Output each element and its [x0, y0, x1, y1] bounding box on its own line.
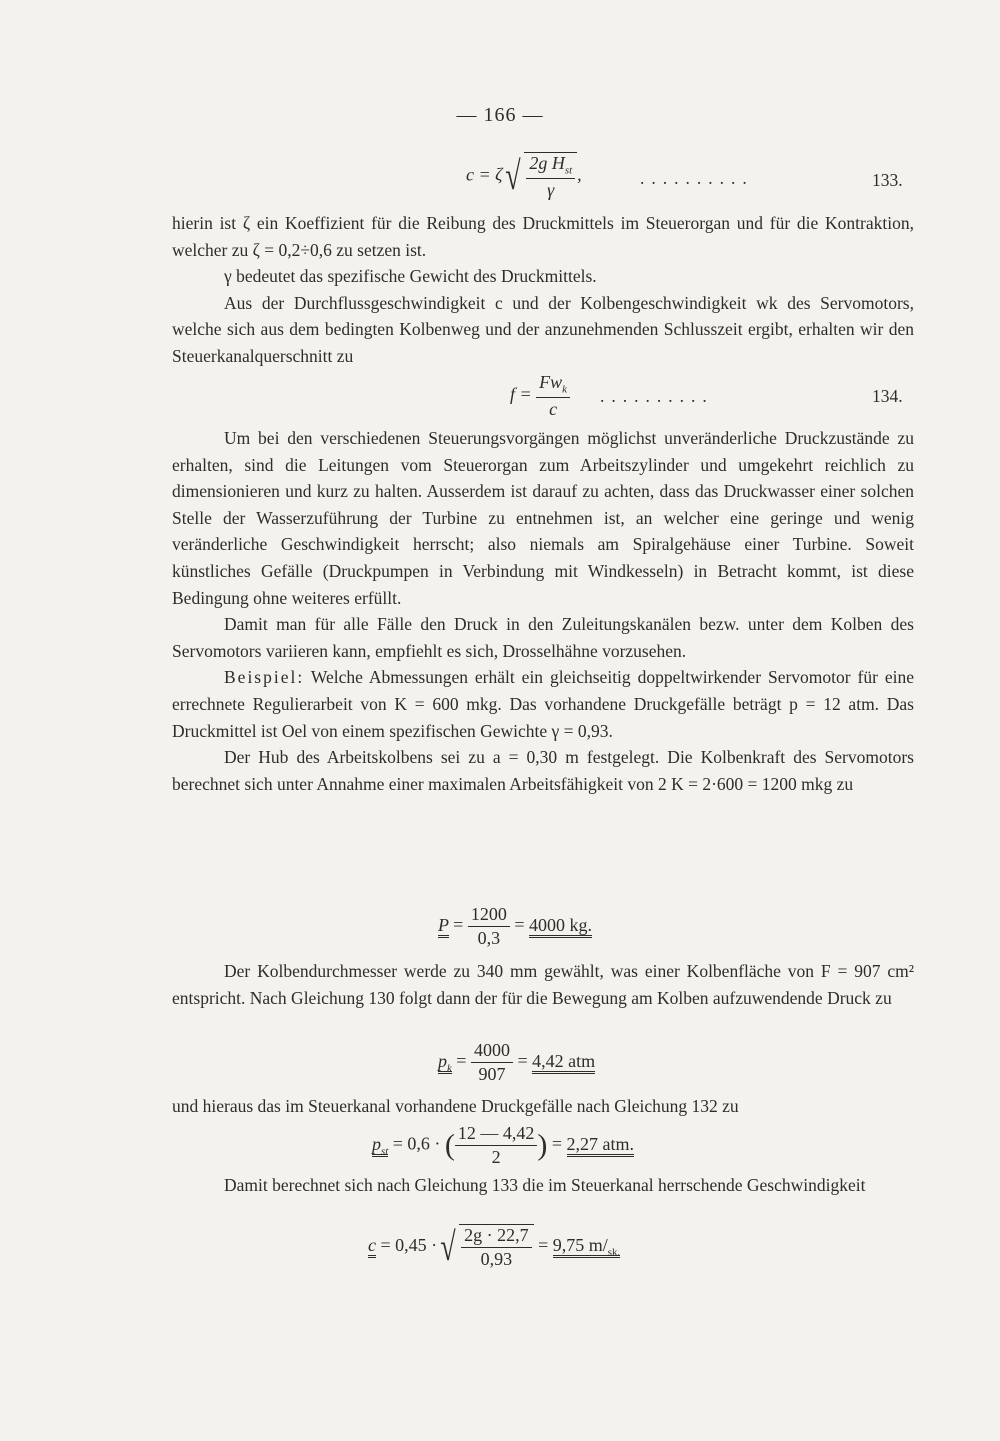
text-block-1 — [172, 210, 914, 370]
eq133-denominator: γ — [547, 179, 555, 200]
sqrt-sign: √ — [440, 1224, 456, 1269]
eqP-fraction: $\frac{1200}{0,3}$ — [468, 904, 510, 949]
equation-pressure-st: $p_{st} = 0,6$ · ( $\frac{12 — 4,42}{2}$ ) = 2,27 atm. — [372, 1123, 635, 1167]
eqPk-result: 4,42 atm — [532, 1051, 595, 1074]
text-block-4 — [172, 1093, 914, 1120]
paragraph: Damit berechnet sich nach Gleichung 133 die im Steuerkanal herrschende Geschwindigkeit — [224, 1175, 866, 1195]
eq133-leader-dots: .......... — [640, 168, 754, 188]
text-block-3 — [172, 958, 914, 1011]
eqC-fraction: $\frac{2g \cdot 22,7}{0,93}$ — [459, 1224, 534, 1270]
page-number: — 166 — — [456, 104, 544, 126]
eq133-lhs: c = ζ — [466, 164, 503, 185]
eq134-leader-dots: .......... — [600, 386, 714, 406]
eqPst-lhs: $p_{st}$ — [372, 1133, 389, 1158]
eq134-fraction: $\frac{Fw_k}{c}$ — [536, 372, 570, 420]
eqPk-lhs: $p_k$ — [438, 1050, 452, 1075]
eqP-result: 4000 kg. — [529, 915, 592, 938]
equation-pressure-k: $p_k$ = $\frac{4000}{907}$ = 4,42 atm — [438, 1040, 596, 1084]
example-label: Beispiel: — [224, 667, 305, 688]
equation-velocity: c = 0,45 ·√ $\frac{2g \cdot 22,7}{0,93}$ = 9,75 $m/_{sk.}$ — [368, 1224, 621, 1269]
text-block-5 — [172, 1172, 914, 1199]
equation-number-134: 134. — [872, 386, 903, 406]
eq134-numerator: Fw — [539, 372, 563, 392]
equation-force: P = $\frac{1200}{0,3}$ = 4000 kg. — [438, 904, 592, 948]
eq133-fraction: $\frac{2g H_{st}}{\gamma}$ — [524, 152, 577, 201]
equation-133: c = ζ√ $\frac{2g H_{st}}{\gamma}$ , — [466, 153, 582, 200]
paragraph: Beispiel: Welche Abmessungen erhält ein gleichseitig doppeltwirkender Servomotor für eine errechnete Regulierarbeit von K = 600 mkg. Das vorhandene Druckgefälle beträgt p = 12 atm. Das Druckmittel ist Oel von einem spezifischen Gewichte γ = 0,93. — [172, 667, 914, 741]
eqPst-fraction: $\frac{12 — 4,42}{2}$ — [455, 1123, 538, 1168]
paragraph: γ bedeutet das spezifische Gewicht des Druckmittels. — [224, 266, 597, 287]
equation-134 — [510, 372, 570, 420]
eqC-lhs: c — [368, 1235, 376, 1258]
text-block-2 — [172, 425, 914, 797]
eqP-lhs: P — [438, 915, 449, 938]
paragraph: Um bei den verschiedenen Steuerungsvorgängen möglichst unveränderliche Druckzustände zu erhalten, sind die Leitungen vom Steuerorgan zum Arbeitszylinder und umgekehrt reichlich zu dimensionieren und kurz zu halten. Ausserdem ist darauf zu achten, dass das Druckwasser einer solchen Stelle der Wasserzuführung der Turbine zu entnehmen ist, an welcher eine geringe und wenig veränderliche Geschwindigkeit herrscht; also niemals am Spiralgehäuse einer Turbine. Soweit künstliches Gefälle (Druckpumpen in Verbindung mit Windkesseln) in Betracht kommt, ist diese Bedingung ohne weiteres erfüllt. — [172, 428, 914, 608]
paragraph: Der Kolbendurchmesser werde zu 340 mm gewählt, was einer Kolbenfläche von F = 907 cm² entspricht. Nach Gleichung 130 folgt dann der für die Bewegung am Kolben aufzuwendende Druck zu — [172, 961, 914, 1008]
eqC-result: 9,75 $m/_{sk.}$ — [552, 1235, 621, 1259]
paragraph: und hieraus das im Steuerkanal vorhandene Druckgefälle nach Gleichung 132 zu — [172, 1096, 739, 1116]
paragraph: Damit man für alle Fälle den Druck in den Zuleitungskanälen bezw. unter dem Kolben des Servomotors variieren kann, empfiehlt es sich, Drosselhähne vorzusehen. — [172, 614, 914, 661]
paragraph: Aus der Durchflussgeschwindigkeit c und der Kolbengeschwindigkeit wk des Servomotors, welche sich aus dem bedingten Kolbenweg und der anzunehmenden Schlusszeit ergibt, erhalten wir den Steuerkanalquerschnitt zu — [172, 292, 914, 366]
paragraph: Der Hub des Arbeitskolbens sei zu a = 0,30 m festgelegt. Die Kolbenkraft des Servomotors berechnet sich unter Annahme einer maximalen Arbeitsfähigkeit von 2 K = 2·600 = 1200 mkg zu — [172, 747, 914, 794]
paragraph: hierin ist ζ ein Koeffizient für die Reibung des Druckmittels im Steuerorgan und für die Kontraktion, welcher zu ζ = 0,2÷0,6 zu setzen ist. — [172, 213, 914, 260]
eq133-numerator: 2g H — [529, 153, 565, 173]
sqrt-sign: √ — [505, 153, 522, 199]
eq134-denominator: c — [549, 398, 558, 419]
eqPst-result: 2,27 atm. — [567, 1134, 635, 1157]
eq134-lhs: f = — [510, 383, 532, 404]
eqPk-fraction: $\frac{4000}{907}$ — [471, 1040, 513, 1085]
equation-number-133: 133. — [872, 170, 903, 190]
